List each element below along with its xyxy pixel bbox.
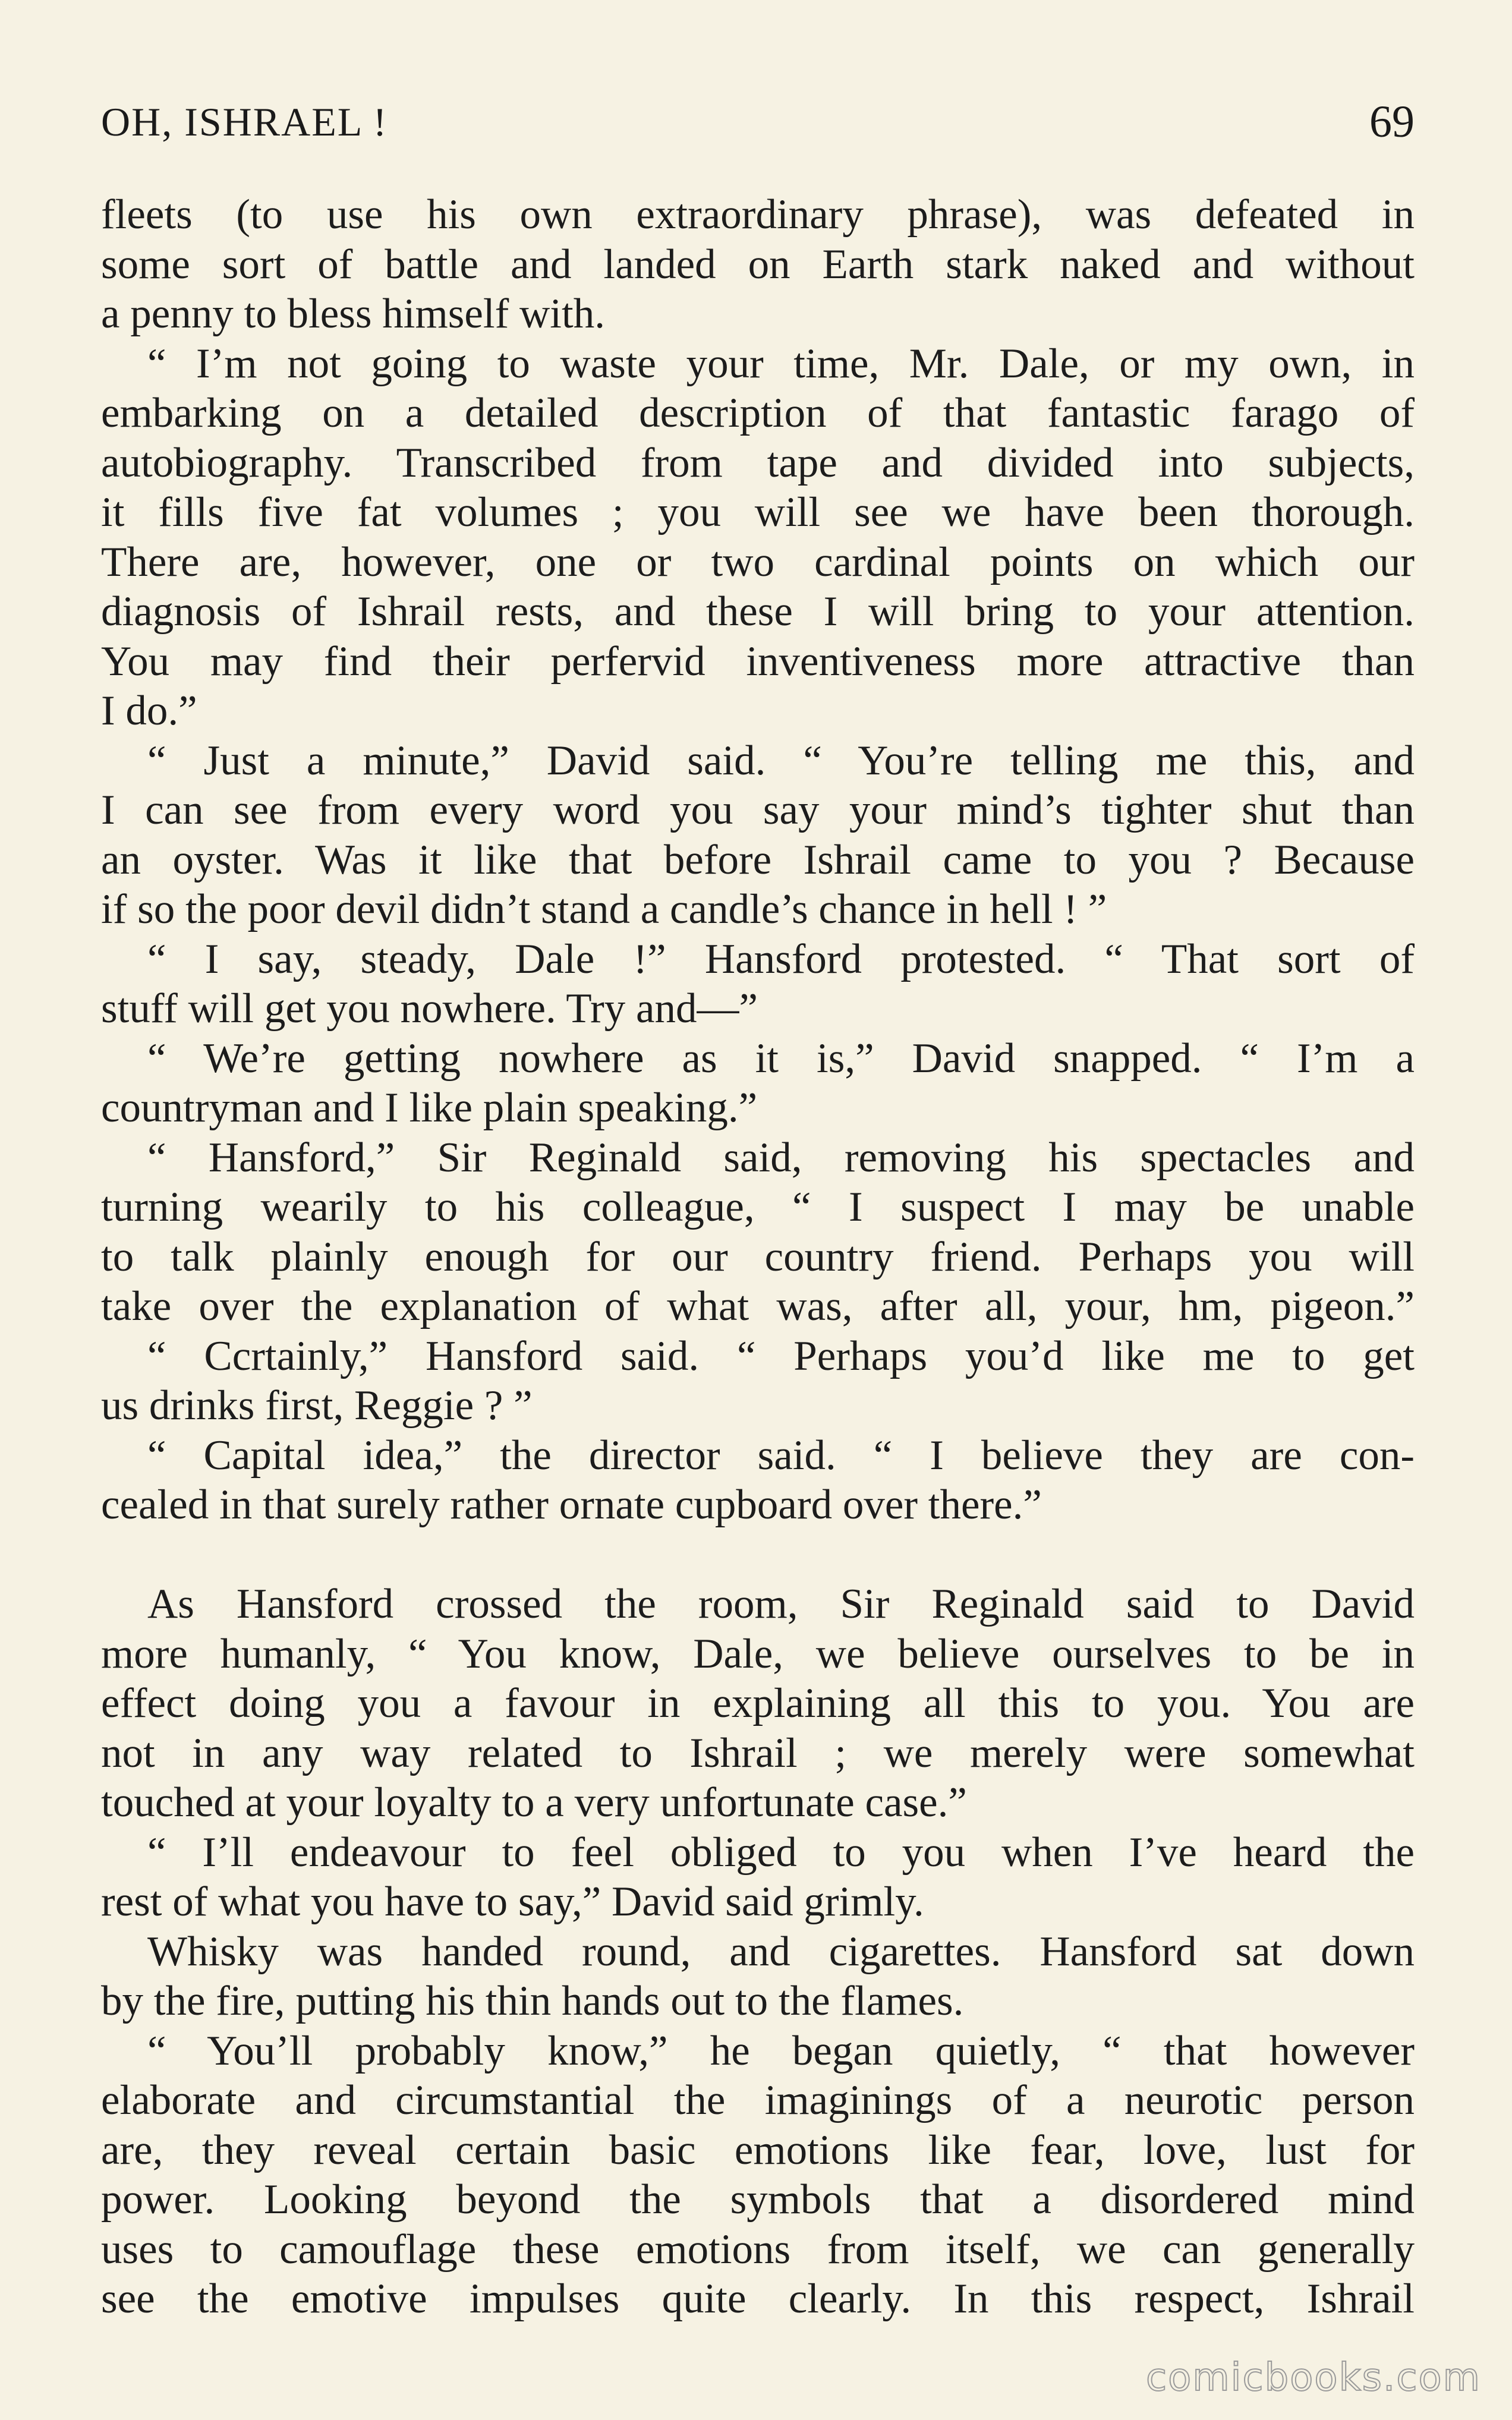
paragraph-break [101, 1530, 1415, 1580]
text-line: uses to camouflage these emotions from itself, we can generally [101, 2226, 1415, 2273]
text-line: “ Capital idea,” the director said. “ I believe they are con- [147, 1432, 1415, 1479]
text-line: embarking on a detailed description of that fantastic farago of [101, 390, 1415, 436]
text-line: rest of what you have to say,” David said grimly. [101, 1879, 924, 1925]
text-line: autobiography. Transcribed from tape and divided into subjects, [101, 439, 1415, 486]
text-line: us drinks first, Reggie ? ” [101, 1382, 533, 1429]
text-line: turning wearily to his colleague, “ I suspect I may be unable [101, 1184, 1415, 1230]
text-line: an oyster. Was it like that before Ishrail came to you ? Because [101, 836, 1415, 883]
text-line: countryman and I like plain speaking.” [101, 1085, 758, 1131]
page-number: 69 [1369, 97, 1415, 147]
text-line: “ I’m not going to waste your time, Mr. Dale, or my own, in [147, 340, 1415, 387]
watermark-logo: comicbooks.com [1145, 2356, 1481, 2400]
text-line: “ Hansford,” Sir Reginald said, removing his spectacles and [147, 1134, 1415, 1181]
text-line: by the fire, putting his thin hands out to the flames. [101, 1978, 964, 2024]
text-line: fleets (to use his own extraordinary phrase), was defeated in [101, 191, 1415, 238]
text-line: some sort of battle and landed on Earth stark naked and without [101, 241, 1415, 288]
text-line: “ We’re getting nowhere as it is,” David snapped. “ I’m a [147, 1035, 1415, 1082]
text-line: As Hansford crossed the room, Sir Reginald said to David [147, 1581, 1415, 1627]
text-line: are, they reveal certain basic emotions like fear, love, lust for [101, 2126, 1415, 2173]
text-line: elaborate and circumstantial the imaginings of a neurotic person [101, 2077, 1415, 2123]
text-line: I do.” [101, 688, 197, 734]
text-line: There are, however, one or two cardinal points on which our [101, 538, 1415, 585]
text-line: “ I say, steady, Dale !” Hansford protested. “ That sort of [147, 935, 1415, 982]
running-head: OH, ISHRAEL ! [101, 99, 388, 144]
text-line: “ Just a minute,” David said. “ You’re telling me this, and [147, 737, 1415, 784]
text-line: diagnosis of Ishrail rests, and these I will bring to your attention. [101, 588, 1415, 635]
text-line: effect doing you a favour in explaining all this to you. You are [101, 1680, 1415, 1726]
text-line: Whisky was handed round, and cigarettes. Hansford sat down [147, 1928, 1415, 1975]
text-line: not in any way related to Ishrail ; we merely were somewhat [101, 1729, 1415, 1776]
body-text [101, 190, 1415, 2330]
text-line: a penny to bless himself with. [101, 291, 605, 337]
text-line: it fills five fat volumes ; you will see we have been thorough. [101, 489, 1415, 535]
text-line: if so the poor devil didn’t stand a candle’s chance in hell ! ” [101, 886, 1107, 932]
text-line: I can see from every word you say your mind’s tighter shut than [101, 787, 1415, 833]
text-line: “ Ccrtainly,” Hansford said. “ Perhaps you’d like me to get [147, 1332, 1415, 1379]
text-line: to talk plainly enough for our country friend. Perhaps you will [101, 1233, 1415, 1280]
text-line: power. Looking beyond the symbols that a disordered mind [101, 2176, 1415, 2223]
text-line: more humanly, “ You know, Dale, we believe ourselves to be in [101, 1630, 1415, 1677]
text-line: “ I’ll endeavour to feel obliged to you when I’ve heard the [147, 1829, 1415, 1876]
text-line: stuff will get you nowhere. Try and—” [101, 985, 758, 1032]
text-line: see the emotive impulses quite clearly. In this respect, Ishrail [101, 2276, 1415, 2322]
page-header [101, 89, 1415, 155]
text-line: take over the explanation of what was, after all, your, hm, pigeon.” [101, 1283, 1415, 1329]
text-line: cealed in that surely rather ornate cupboard over there.” [101, 1482, 1042, 1528]
text-line: “ You’ll probably know,” he began quietly, “ that however [147, 2027, 1415, 2074]
text-line: touched at your loyalty to a very unfortunate case.” [101, 1779, 967, 1826]
text-line: You may find their perfervid inventiveness more attractive than [101, 638, 1415, 685]
